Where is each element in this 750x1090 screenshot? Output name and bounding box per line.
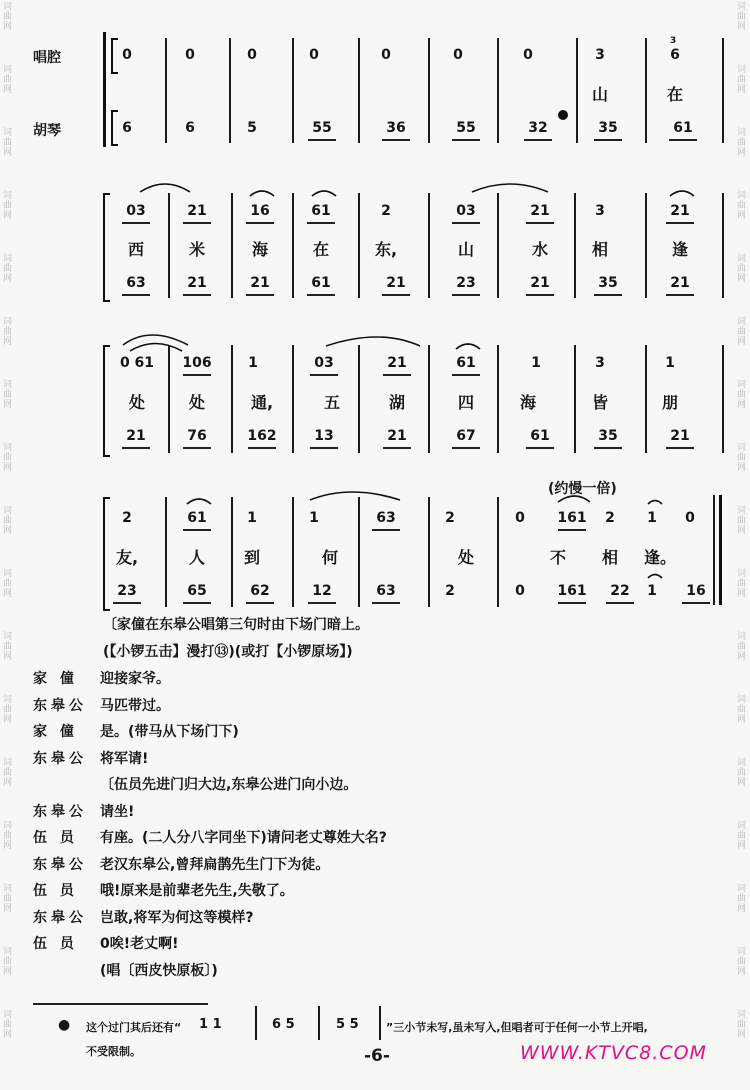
lyric-char: 到 <box>243 548 261 567</box>
vocal-note: 2 <box>605 510 615 526</box>
vocal-note: 2 <box>122 510 132 526</box>
speaker-name: 东皋公 <box>33 697 87 714</box>
dialogue-text: 是。(带马从下场门下) <box>100 724 239 740</box>
huqin-note: 61 <box>673 120 693 136</box>
dialogue-line <box>0 827 750 851</box>
side-watermark-glyph: 词 曲 网 <box>3 1010 13 1040</box>
vocal-note: 21 <box>670 203 690 219</box>
speaker-name: 家 僮 <box>33 671 78 687</box>
stage-direction-1: 〔家僮在东皋公唱第三句时由下场门暗上。 <box>103 617 369 633</box>
lyric-char: 人 <box>188 548 206 567</box>
lyric-char: 五 <box>323 393 341 412</box>
side-watermark-glyph: 词 曲 网 <box>3 884 13 914</box>
huqin-note: 63 <box>376 583 396 599</box>
huqin-note: 35 <box>598 275 618 291</box>
side-watermark-glyph: 词 曲 网 <box>737 191 747 221</box>
huqin-note: 61 <box>311 275 331 291</box>
lyric-char: 山 <box>457 240 475 259</box>
side-watermark-glyph: 词 曲 网 <box>737 632 747 662</box>
vocal-note: 1 <box>531 355 541 371</box>
side-watermark-glyph: 词 曲 网 <box>3 65 13 95</box>
lyric-char: 四 <box>457 393 475 412</box>
huqin-note: 161 <box>557 583 587 599</box>
huqin-note: 13 <box>314 428 334 444</box>
side-watermark-glyph: 词 曲 网 <box>3 191 13 221</box>
dialogue-line <box>0 695 750 719</box>
vocal-note: 0 <box>523 47 533 63</box>
dialogue-line <box>0 854 750 878</box>
dialogue-line <box>0 721 750 745</box>
side-watermark-glyph: 词 曲 网 <box>737 317 747 347</box>
lyric-char: 在 <box>312 240 330 259</box>
footnote-tail: ”三小节未写,虽未写入,但唱者可于任何一小节上开唱, <box>386 1021 648 1034</box>
speaker-name: 东皋公 <box>33 856 87 873</box>
side-watermark-glyph: 词 曲 网 <box>3 569 13 599</box>
vocal-note: 61 <box>311 203 331 219</box>
speaker-name: 东皋公 <box>33 750 87 767</box>
huqin-note: 21 <box>387 428 407 444</box>
vocal-note: 3 <box>595 355 605 371</box>
vocal-note: 161 <box>557 510 587 526</box>
huqin-note: 162 <box>247 428 277 444</box>
dialogue-text: 迎接家爷。 <box>100 671 170 687</box>
lyric-char: 海 <box>519 393 537 412</box>
side-watermark-glyph: 词 曲 网 <box>3 254 13 284</box>
footnote-measure: 5 5 <box>336 1017 359 1032</box>
huqin-note: 36 <box>386 120 406 136</box>
vocal-note: 0 <box>185 47 195 63</box>
footnote-measure: 1 1 <box>199 1017 222 1032</box>
huqin-note: 61 <box>530 428 550 444</box>
speaker-name: 伍 员 <box>33 830 78 846</box>
side-watermark-glyph: 词 曲 网 <box>3 317 13 347</box>
barline <box>255 1006 257 1040</box>
huqin-note: 21 <box>250 275 270 291</box>
speaker-name: 东皋公 <box>33 909 87 926</box>
side-watermark-glyph: 词 曲 网 <box>3 380 13 410</box>
huqin-note: 63 <box>126 275 146 291</box>
vocal-note: 61 <box>456 355 476 371</box>
side-watermark-glyph: 词 曲 网 <box>3 632 13 662</box>
lyric-char: 通, <box>250 393 274 412</box>
huqin-note: 35 <box>598 120 618 136</box>
lyric-char: 逢 <box>671 240 689 259</box>
vocal-note: 16 <box>250 203 270 219</box>
vocal-note: 0 <box>247 47 257 63</box>
lyric-char: 友, <box>115 548 139 567</box>
side-watermark-glyph: 词 曲 网 <box>737 569 747 599</box>
dialogue-text: 0唉!老丈啊! <box>100 936 179 952</box>
footnote-marker: ● <box>58 1017 71 1033</box>
lyric-char: 西 <box>127 240 145 259</box>
huqin-note: 21 <box>126 428 146 444</box>
side-watermark-glyph: 词 曲 网 <box>737 380 747 410</box>
lyric-char: 相 <box>591 240 609 259</box>
dialogue-line <box>0 774 750 798</box>
dialogue-line <box>0 960 750 984</box>
vocal-note: 3 <box>595 47 605 63</box>
vocal-note: 1 <box>248 355 258 371</box>
huqin-note: 12 <box>312 583 332 599</box>
lyric-char: 不 <box>549 548 567 567</box>
vocal-note: 1 <box>647 510 657 526</box>
huqin-note: 62 <box>250 583 270 599</box>
lyric-char: 米 <box>188 240 206 259</box>
barline <box>379 1006 381 1040</box>
huqin-note: 32 <box>528 120 548 136</box>
grace-note: 3 <box>670 36 677 46</box>
huqin-note: 65 <box>187 583 207 599</box>
huqin-note: 21 <box>187 275 207 291</box>
vocal-note: 1 <box>309 510 319 526</box>
huqin-note: 67 <box>456 428 476 444</box>
huqin-note: 21 <box>530 275 550 291</box>
dialogue-text: 有座。(二人分八字同坐下)请问老丈尊姓大名? <box>100 830 387 846</box>
huqin-note: 5 <box>247 120 257 136</box>
stage-direction-2: (【小锣五击】漫打⑬)(或打【小锣原场】) <box>103 644 353 660</box>
vocal-note: 2 <box>381 203 391 219</box>
slur <box>140 184 190 192</box>
huqin-note: 35 <box>598 428 618 444</box>
dialogue-line <box>0 748 750 772</box>
huqin-note: 0 <box>515 583 525 599</box>
part-label-vocal: 唱腔 <box>33 50 61 66</box>
speaker-name: 伍 员 <box>33 883 78 899</box>
side-watermark-glyph: 词 曲 网 <box>737 506 747 536</box>
part-label-huqin: 胡琴 <box>33 123 61 139</box>
lyric-char: 逢。 <box>643 548 677 567</box>
vocal-note: 3 <box>595 203 605 219</box>
vocal-note: 63 <box>376 510 396 526</box>
dialogue-text: 马匹带过。 <box>100 697 170 714</box>
dialogue-text: 将军请! <box>100 750 149 767</box>
dialogue-line <box>0 907 750 931</box>
dialogue-text: 老汉东皋公,曾拜扁鹊先生门下为徒。 <box>100 856 330 873</box>
vocal-note: 1 <box>665 355 675 371</box>
vocal-note: 61 <box>187 510 207 526</box>
vocal-note: 0 <box>309 47 319 63</box>
side-watermark-glyph: 词 曲 网 <box>3 128 13 158</box>
dialogue-line <box>0 668 750 692</box>
huqin-note: 23 <box>456 275 476 291</box>
huqin-note: 55 <box>312 120 332 136</box>
speaker-name: 家 僮 <box>33 724 78 740</box>
side-watermark-glyph: 词 曲 网 <box>737 443 747 473</box>
vocal-note: 0 <box>453 47 463 63</box>
side-watermark-glyph: 词 曲 网 <box>3 947 13 977</box>
footnote-lead: 这个过门其后还有“ <box>86 1021 182 1034</box>
vocal-note: 03 <box>126 203 146 219</box>
barline <box>318 1006 320 1040</box>
side-watermark-glyph: 词 曲 网 <box>737 884 747 914</box>
vocal-note: 6 <box>670 47 680 63</box>
huqin-note: 55 <box>456 120 476 136</box>
vocal-note: 0 <box>685 510 695 526</box>
huqin-note: 2 <box>445 583 455 599</box>
dialogue-text: 请坐! <box>100 803 135 820</box>
huqin-note: 16 <box>686 583 706 599</box>
lyric-char: 湖 <box>388 393 406 412</box>
footnote-rule <box>33 1003 208 1005</box>
huqin-note: 22 <box>610 583 630 599</box>
vocal-note: 0 <box>515 510 525 526</box>
vocal-note: 21 <box>530 203 550 219</box>
huqin-note: 21 <box>386 275 406 291</box>
side-watermark-glyph: 词 曲 网 <box>3 2 13 32</box>
huqin-note: 23 <box>117 583 137 599</box>
vocal-note: 03 <box>314 355 334 371</box>
lyric-char: 皆 <box>591 393 609 412</box>
site-watermark: WWW.KTVC8.COM <box>520 1042 707 1064</box>
huqin-note: 21 <box>670 275 690 291</box>
dialogue-text: 〔伍员先进门归大边,东皋公进门向小边。 <box>100 777 358 793</box>
dialogue-line <box>0 933 750 957</box>
vocal-note: 2 <box>445 510 455 526</box>
dialogue-text: (唱〔西皮快原板〕) <box>100 962 218 979</box>
huqin-note: 21 <box>670 428 690 444</box>
vocal-note: 0 61 <box>119 355 155 371</box>
lyric-char: 海 <box>251 240 269 259</box>
huqin-note: 1 <box>647 583 657 599</box>
speaker-name: 东皋公 <box>33 803 87 820</box>
dialogue-line <box>0 801 750 825</box>
dialogue-text: 岂敢,将军为何这等模样? <box>100 909 254 926</box>
vocal-note: 21 <box>387 355 407 371</box>
huqin-note: 76 <box>187 428 207 444</box>
side-watermark-glyph: 词 曲 网 <box>737 695 747 725</box>
side-watermark-glyph: 词 曲 网 <box>737 254 747 284</box>
side-watermark-glyph: 词 曲 网 <box>3 821 13 851</box>
side-watermark-glyph: 词 曲 网 <box>737 65 747 95</box>
footnote-line2: 不受限制。 <box>86 1045 141 1058</box>
lyric-char: 朋 <box>661 393 679 412</box>
lyric-char: 在 <box>666 85 684 104</box>
huqin-note: 6 <box>122 120 132 136</box>
side-watermark-glyph: 词 曲 网 <box>737 2 747 32</box>
dialogue-line <box>0 880 750 904</box>
dialogue-text: 哦!原来是前辈老先生,失敬了。 <box>100 883 294 899</box>
vocal-note: 03 <box>456 203 476 219</box>
side-watermark-glyph: 词 曲 网 <box>737 758 747 788</box>
lyric-char: 水 <box>531 240 549 259</box>
footnote-measure: 6 5 <box>272 1017 295 1032</box>
side-watermark-glyph: 词 曲 网 <box>737 1010 747 1040</box>
vocal-note: 0 <box>381 47 391 63</box>
vocal-note: 106 <box>182 355 212 371</box>
side-watermark-glyph: 词 曲 网 <box>3 443 13 473</box>
page-number: -6- <box>364 1046 390 1066</box>
lyric-char: 山 <box>591 85 609 104</box>
speaker-name: 伍 员 <box>33 936 78 952</box>
side-watermark-glyph: 词 曲 网 <box>3 506 13 536</box>
lyric-char: 相 <box>601 548 619 567</box>
lyric-char: 东, <box>374 240 398 259</box>
lyric-char: 何 <box>321 548 339 567</box>
side-watermark-glyph: 词 曲 网 <box>737 947 747 977</box>
lyric-char: 处 <box>128 393 146 412</box>
lyric-char: 处 <box>457 548 475 567</box>
huqin-note: 6 <box>185 120 195 136</box>
side-watermark-glyph: 词 曲 网 <box>3 695 13 725</box>
side-watermark-glyph: 词 曲 网 <box>737 821 747 851</box>
vocal-note: 0 <box>122 47 132 63</box>
vocal-note: 1 <box>247 510 257 526</box>
tempo-mark: (约慢一倍) <box>548 481 617 497</box>
side-watermark-glyph: 词 曲 网 <box>737 128 747 158</box>
vocal-note: 21 <box>187 203 207 219</box>
side-watermark-glyph: 词 曲 网 <box>3 758 13 788</box>
lyric-char: 处 <box>188 393 206 412</box>
